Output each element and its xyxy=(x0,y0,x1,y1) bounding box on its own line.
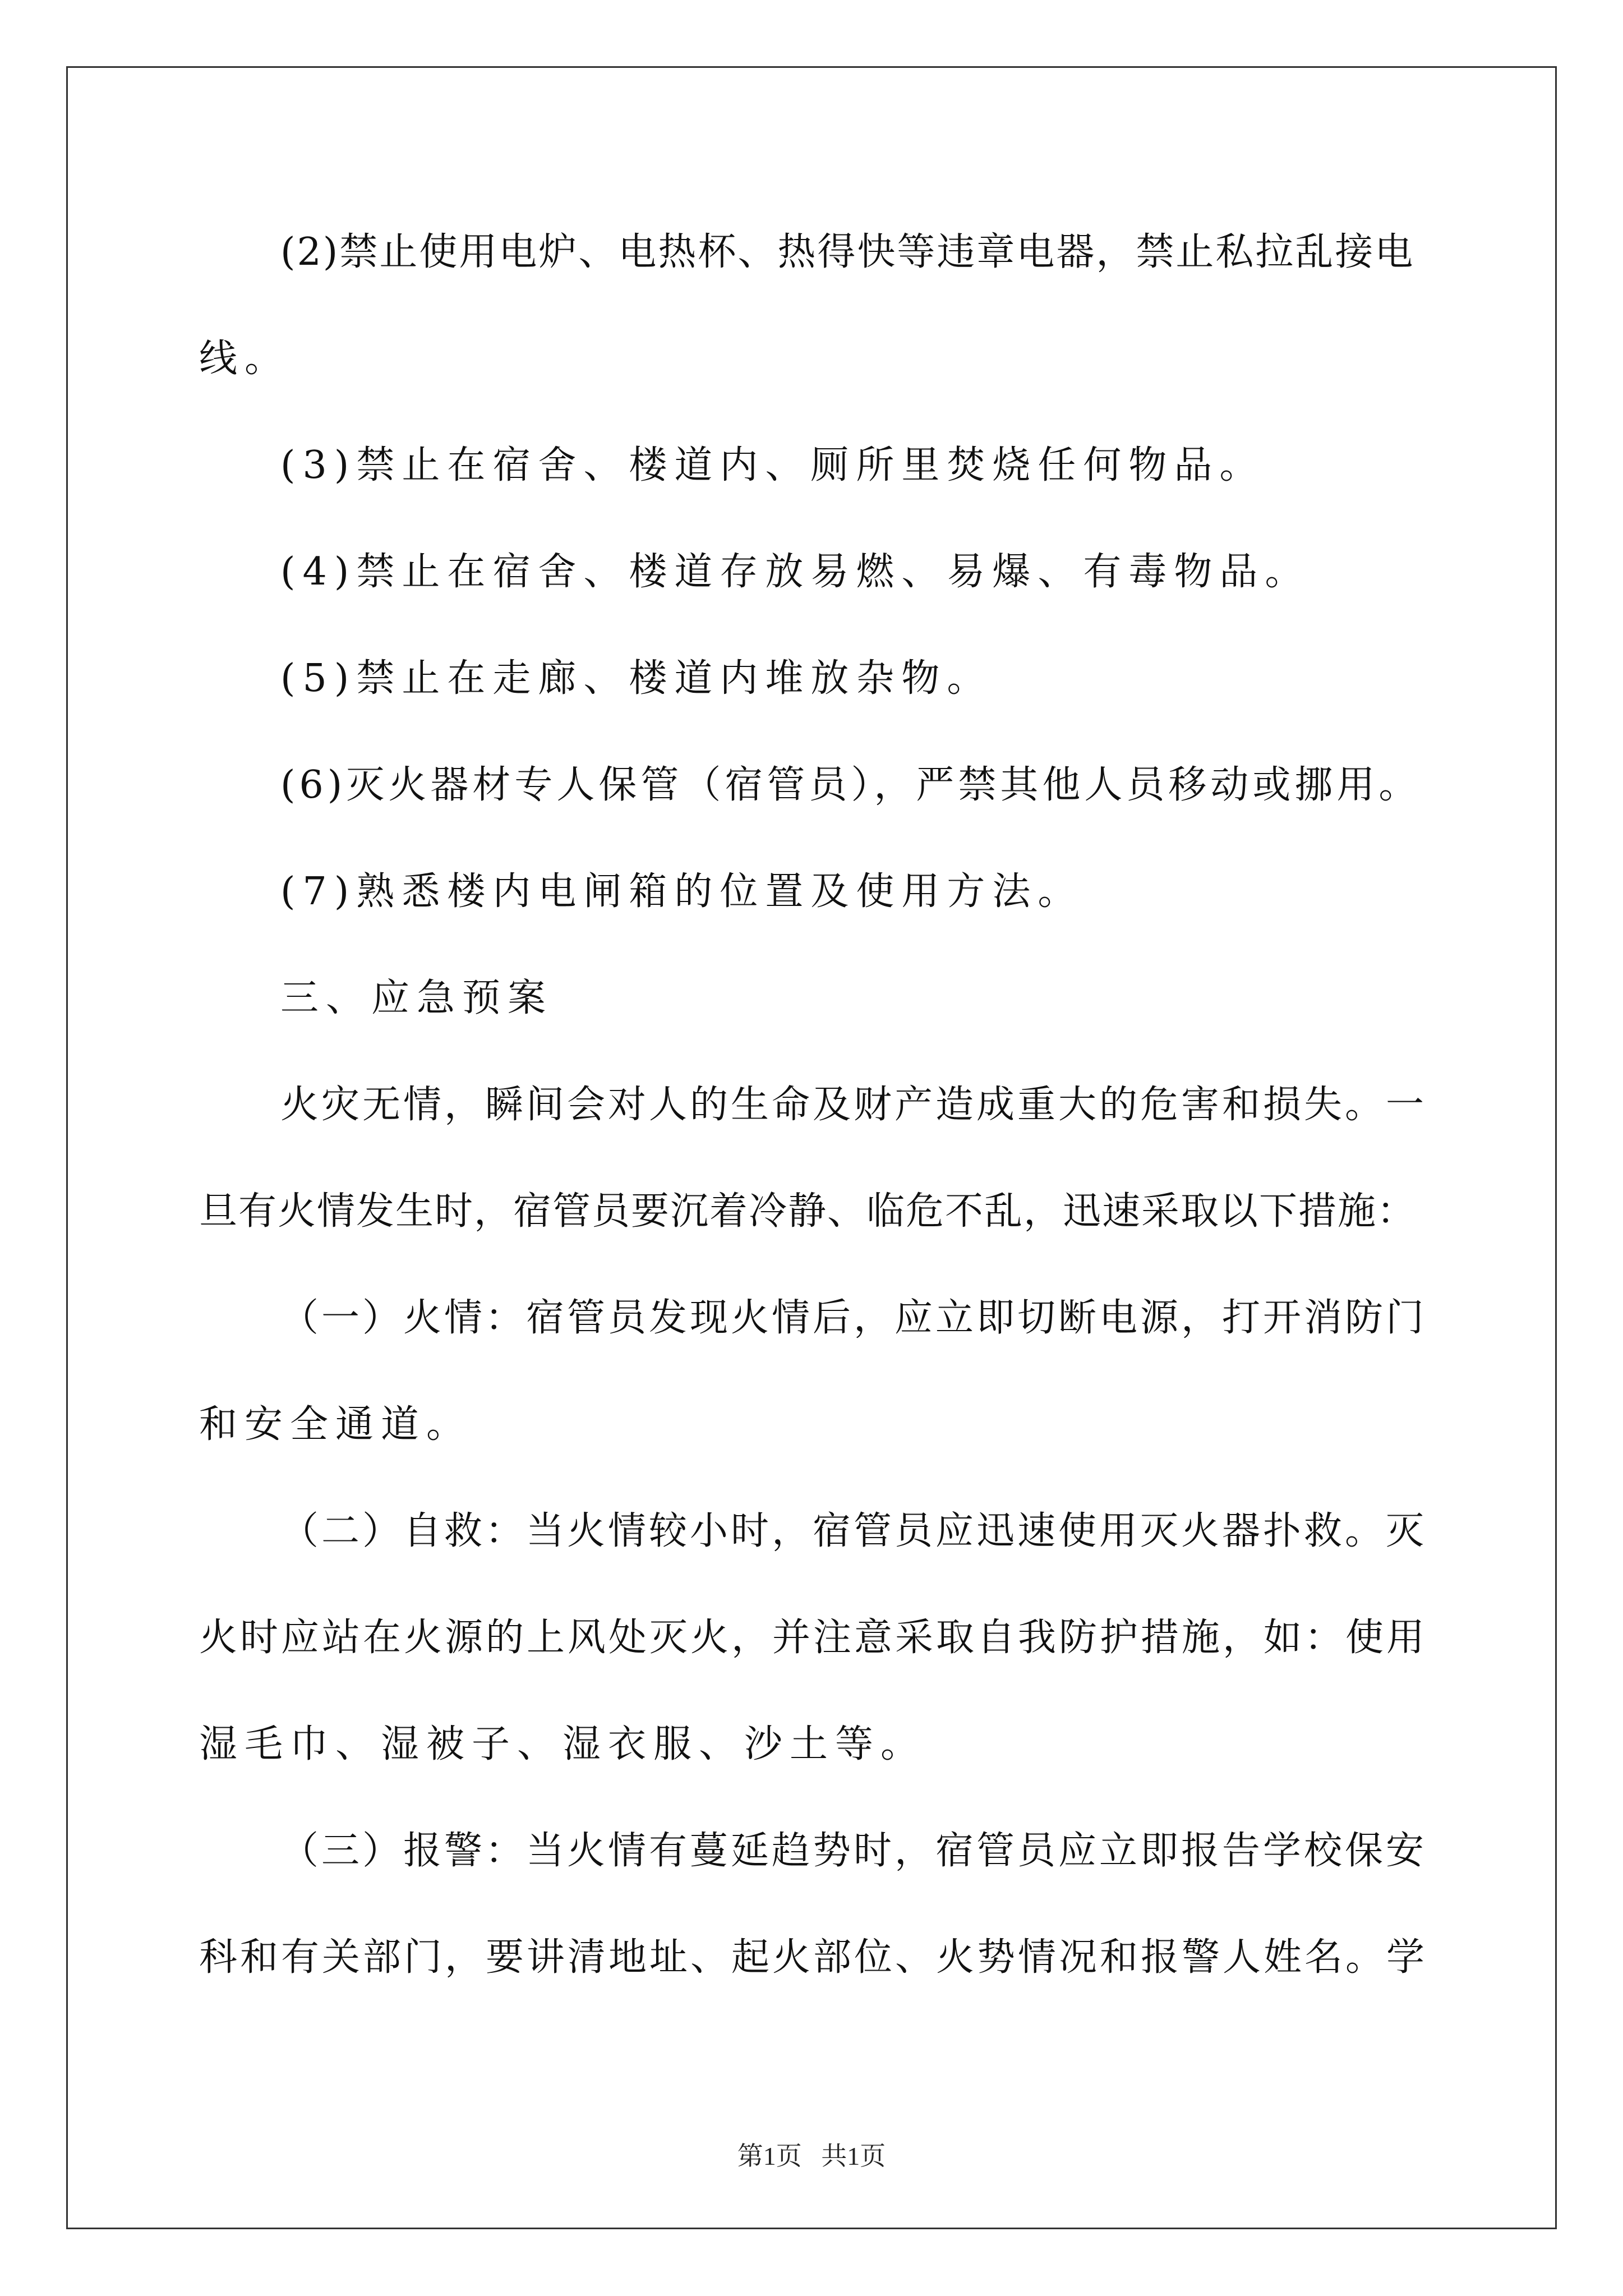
paragraph-line: (2)禁止使用电炉、电热杯、热得快等违章电器，禁止私拉乱接电 xyxy=(280,230,1415,274)
paragraph-line: 科和有关部门，要讲清地址、起火部位、火势情况和报警人姓名。学 xyxy=(199,1935,1428,1980)
page-number-footer: 第1页 共1页 xyxy=(737,2142,886,2170)
paragraph-line: (7)熟悉楼内电闸箱的位置及使用方法。 xyxy=(280,869,1083,914)
paragraph-line: （二）自救：当火情较小时，宿管员应迅速使用灭火器扑救。灭 xyxy=(280,1509,1427,1553)
paragraph-line: (4)禁止在宿舍、楼道存放易燃、易爆、有毒物品。 xyxy=(280,550,1311,594)
paragraph-line: 火灾无情，瞬间会对人的生命及财产造成重大的危害和损失。一 xyxy=(280,1083,1427,1127)
paragraph-line: 和安全通道。 xyxy=(199,1402,472,1447)
paragraph-line: (6)灭火器材专人保管（宿管员），严禁其他人员移动或挪用。 xyxy=(280,763,1421,807)
paragraph-line: （一）火情：宿管员发现火情后，应立即切断电源，打开消防门 xyxy=(280,1296,1427,1340)
section-heading: 三、应急预案 xyxy=(280,976,554,1020)
paragraph-line: 火时应站在火源的上风处灭火，并注意采取自我防护措施，如：使用 xyxy=(199,1616,1428,1660)
paragraph-line: 湿毛巾、湿被子、湿衣服、沙土等。 xyxy=(199,1722,926,1766)
paragraph-line: 旦有火情发生时，宿管员要沉着冷静、临危不乱，迅速采取以下措施： xyxy=(199,1189,1417,1234)
paragraph-line: 线。 xyxy=(199,337,291,381)
page-border xyxy=(66,66,1557,2229)
paragraph-line: (5)禁止在走廊、楼道内堆放杂物。 xyxy=(280,656,993,701)
paragraph-line: （三）报警：当火情有蔓延趋势时，宿管员应立即报告学校保安 xyxy=(280,1829,1427,1873)
paragraph-line: (3)禁止在宿舍、楼道内、厕所里焚烧任何物品。 xyxy=(280,443,1265,487)
